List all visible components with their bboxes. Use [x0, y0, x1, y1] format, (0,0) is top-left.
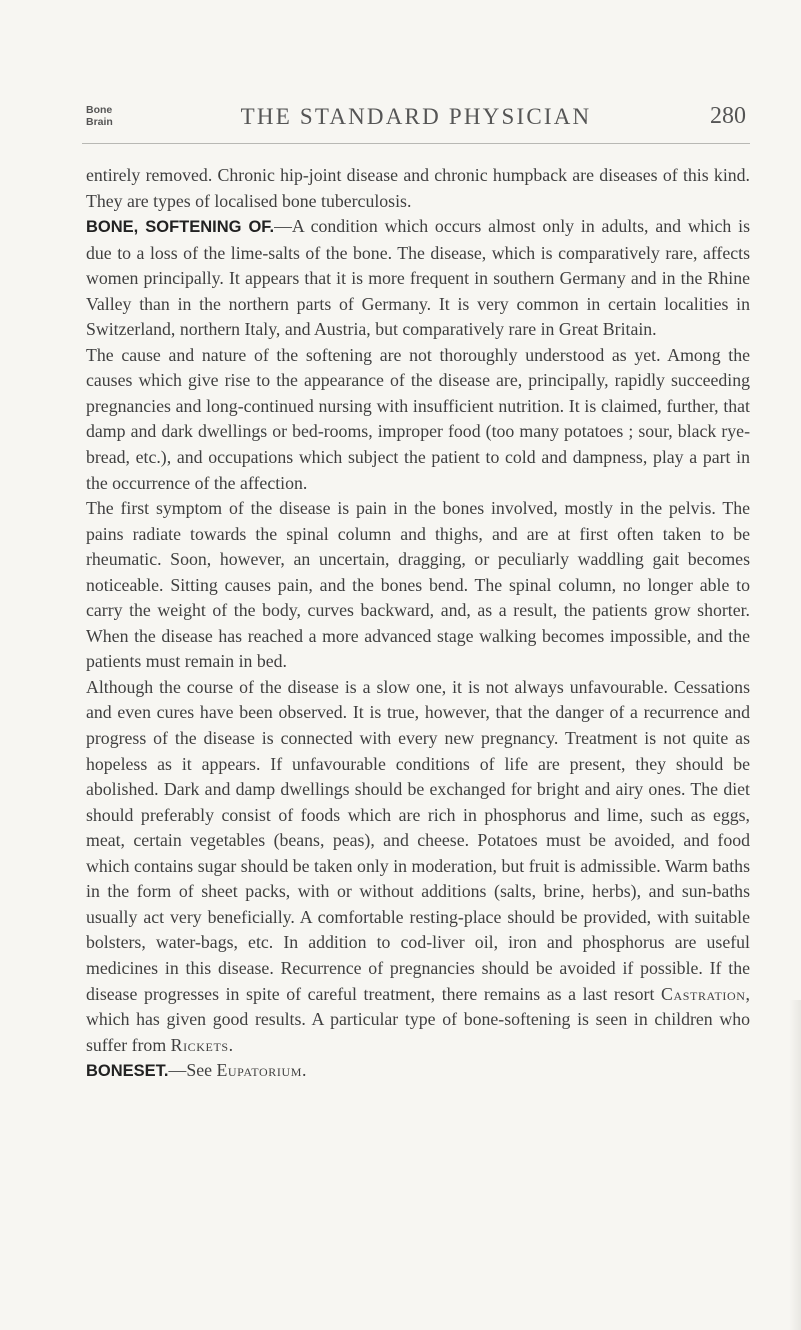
boneset-end: .	[302, 1060, 307, 1081]
running-title: THE STANDARD PHYSICIAN	[240, 104, 592, 129]
entry-boneset	[86, 1058, 750, 1085]
cross-reference-castration[interactable]: Castration	[661, 983, 746, 1004]
treatment-text-end: .	[228, 1034, 234, 1055]
entry-headword-boneset: BONESET.	[86, 1062, 169, 1081]
page-body	[86, 163, 750, 1085]
treatment-text-middle: , which has given good results. A particular type of bone-softening is seen in children who suffer from	[86, 983, 750, 1055]
header-rule	[82, 143, 750, 144]
section-tag-last: Brain	[86, 116, 113, 128]
page-number: 280	[710, 103, 746, 129]
paragraph-treatment	[86, 675, 750, 1058]
entry-headword: BONE, SOFTENING OF.	[86, 218, 275, 237]
cross-reference-rickets[interactable]: Rickets	[170, 1034, 229, 1055]
paragraph-hip-joint: entirely removed. Chronic hip-joint disease and chronic humpback are diseases of this kind. They are types of localised bone tuberculosis.	[86, 165, 750, 211]
paragraph-cause: The cause and nature of the softening are not thoroughly understood as yet. Among the causes which give rise to the appearance of the disease are, principally, rapidly succeeding pregnancies and long-continued nursing with insufficient nutrition. It is claimed, further, that damp and dark dwellings or bed-rooms, improper food (too many potatoes ; sour, black rye-bread, etc.), and occupations which subject the patient to cold and dampness, play a part in the occurrence of the affection.	[86, 344, 750, 493]
paragraph-symptoms: The first symptom of the disease is pain in the bones involved, mostly in the pelvis. The pains radiate towards the spinal column and thighs, and are at first often taken to be rheumatic. Soon, however, an uncertain, dragging, or peculiarly waddling gait becomes noticeable. Sitting causes pain, and the bones bend. The spinal column, no longer able to carry the weight of the body, curves backward, and, as a result, the patients grow shorter. When the disease has reached a more advanced stage walking becomes impossible, and the patients must remain in bed.	[86, 498, 750, 672]
entry-text: —A condition which occurs almost only in adults, and which is due to a loss of the lime-salts of the bone. The disease, which is comparatively rare, affects women principally. It appears that it is more frequent in southern Germany and in the Rhine Valley than in the northern parts of Germany. It is very common in certain localities in Switzerland, northern Italy, and Austria, but comparatively rare in Great Britain.	[86, 216, 750, 340]
treatment-text: Although the course of the disease is a slow one, it is not always unfavourable. Cessations and even cures have been observed. It is true, however, that the danger of a recurrence and progress of the disease is connected with every new pregnancy. Treatment is not quite as hopeless as it appears. If unfavourable conditions of life are present, they should be abolished. Dark and damp dwellings should be exchanged for bright and airy ones. The diet should preferably consist of foods which are rich in phosphorus and lime, such as eggs, meat, certain vegetables (beans, peas), and cheese. Potatoes must be avoided, and food which contains sugar should be taken only in moderation, but fruit is admissible. Warm baths in the form of sheet packs, with or without additions (salts, brine, herbs), and sun-baths usually act very beneficially. A comfortable resting-place should be provided, with suitable bolsters, water-bags, etc. In addition to cod-liver oil, iron and phosphorus are useful medicines in this disease. Recurrence of pregnancies should be avoided if possible. If the disease progresses in spite of careful treatment, there remains as a last resort	[86, 676, 750, 1004]
section-tag-first: Bone	[86, 104, 113, 116]
page-edge-shadow	[789, 1000, 801, 1330]
page-header	[86, 102, 746, 142]
entry-bone-softening	[86, 214, 750, 343]
cross-reference-eupatorium[interactable]: Eupatorium	[216, 1060, 303, 1081]
boneset-see: —See	[168, 1060, 212, 1081]
